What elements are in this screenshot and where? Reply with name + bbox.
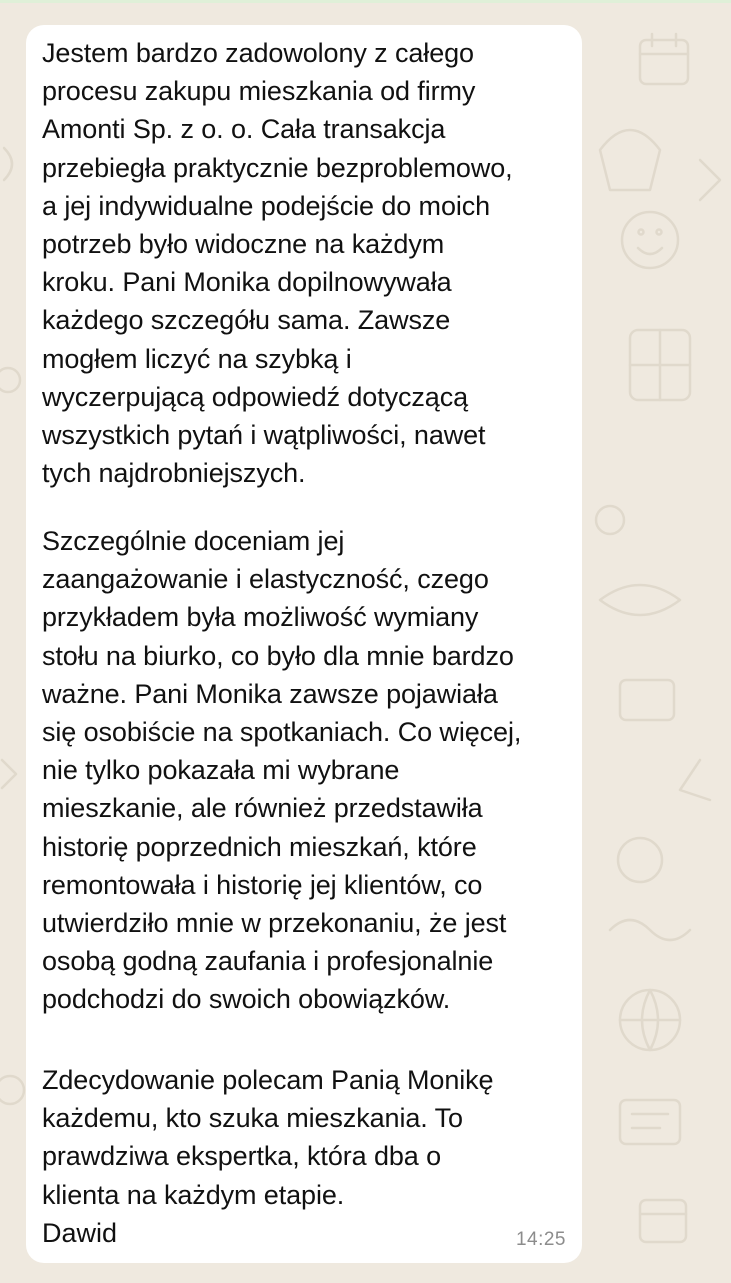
popsicle-doodle-icon [600, 130, 660, 190]
top-edge-strip [0, 0, 731, 3]
calendar-doodle-icon [640, 34, 688, 84]
message-bubble[interactable] [26, 25, 582, 1263]
message-paragraph-1: Jestem bardzo zadowolony z całego procesu zakupu mieszkania od firmy Amonti Sp. z o. o. Cała transakcja przebiegła praktycznie bezproblemowo, a jej indywidualne podejście do moich potrzeb było widoczne na każdym kroku. Pani Monika dopilnowywała każdego szczegółu sama. Zawsze mogłem liczyć na szybką i wyczerpującą odpowiedź dotyczącą wszystkich pytań i wątpliwości, nawet tych najdrobniejszych. [42, 38, 513, 489]
message-paragraph-3: Zdecydowanie polecam Panią Monikę każdemu, kto szuka mieszkania. To prawdziwa ekspertka, która dba o klienta na każdym etapie. [42, 1065, 494, 1210]
calculator-doodle-icon [630, 330, 690, 400]
message-timestamp: 14:25 [515, 1229, 566, 1250]
smiley-doodle-icon [622, 212, 678, 268]
message-signature: Dawid [42, 1218, 118, 1248]
calendar-doodle-icon-2 [640, 1200, 686, 1242]
message-paragraph-2: Szczególnie doceniam jej zaangażowanie i elastyczność, czego przykładem była możliwość wymiany stołu na biurko, co było dla mnie bardzo ważne. Pani Monika zawsze pojawiała się osobiście na spotkaniach. Co więcej, nie tylko pokazała mi wybrane mieszkanie, ale również przedstawiła historię poprzednich mieszkań, które remontowała i historię jej klientów, co utwierdziło mnie w przekonaniu, że jest osobą godną zaufania i profesjonalnie podchodzi do swoich obowiązków. [42, 526, 522, 1015]
